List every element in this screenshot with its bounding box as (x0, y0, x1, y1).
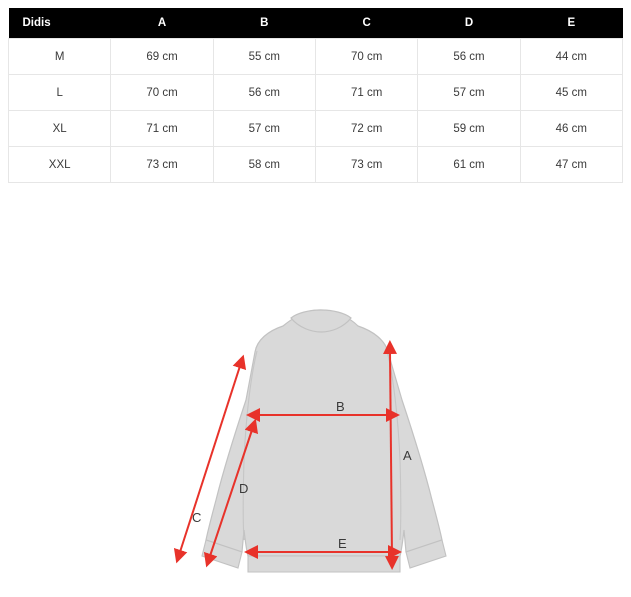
column-header-e: E (520, 8, 622, 39)
garment-shape (202, 310, 446, 572)
label-a: A (403, 448, 412, 463)
table-row (9, 75, 623, 111)
cell-e: 45 cm (520, 75, 622, 111)
cell-b: 56 cm (213, 75, 315, 111)
cell-b: 55 cm (213, 39, 315, 75)
label-e: E (338, 536, 347, 551)
cell-d: 56 cm (418, 39, 520, 75)
cell-a: 73 cm (111, 147, 213, 183)
label-d: D (239, 481, 249, 496)
table-row (9, 111, 623, 147)
cell-a: 71 cm (111, 111, 213, 147)
column-header-b: B (213, 8, 315, 39)
cell-c: 72 cm (315, 111, 417, 147)
size-table-container (0, 0, 631, 183)
cell-b: 58 cm (213, 147, 315, 183)
column-header-d: D (418, 8, 520, 39)
cell-e: 44 cm (520, 39, 622, 75)
cell-d: 57 cm (418, 75, 520, 111)
column-header-c: C (315, 8, 417, 39)
table-row (9, 39, 623, 75)
cell-size: XL (9, 111, 111, 147)
cell-size: L (9, 75, 111, 111)
measurement-diagram (0, 200, 631, 597)
table-header-row (9, 8, 623, 39)
column-header-brand: Didis (9, 8, 111, 39)
cell-e: 46 cm (520, 111, 622, 147)
cell-b: 57 cm (213, 111, 315, 147)
cell-a: 69 cm (111, 39, 213, 75)
cell-e: 47 cm (520, 147, 622, 183)
cell-d: 61 cm (418, 147, 520, 183)
size-table-body (9, 39, 623, 183)
label-c: C (192, 510, 202, 525)
cell-a: 70 cm (111, 75, 213, 111)
cell-c: 73 cm (315, 147, 417, 183)
table-row (9, 147, 623, 183)
cell-size: XXL (9, 147, 111, 183)
cell-size: M (9, 39, 111, 75)
label-b: B (336, 399, 345, 414)
column-header-a: A (111, 8, 213, 39)
size-table-header (9, 8, 623, 39)
cell-c: 71 cm (315, 75, 417, 111)
cell-d: 59 cm (418, 111, 520, 147)
size-table (8, 8, 623, 183)
cell-c: 70 cm (315, 39, 417, 75)
